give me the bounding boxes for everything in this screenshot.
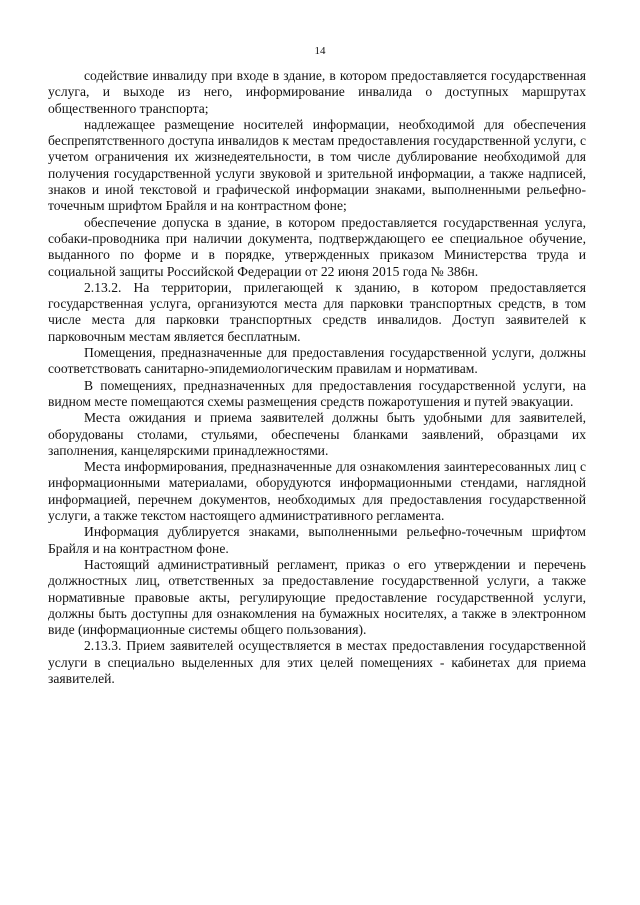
page-number: 14 <box>314 45 326 57</box>
paragraph: Места ожидания и приема заявителей должны быть удобными для заявителей, оборудованы столами, стульями, обеспечены бланками заявлений, образцами их заполнения, канцелярскими принадлежностями. <box>48 410 586 458</box>
paragraph: В помещениях, предназначенных для предоставления государственной услуги, на видном месте помещаются схемы размещения средств пожаротушения и путей эвакуации. <box>48 377 586 409</box>
paragraph: Места информирования, предназначенные для ознакомления заинтересованных лиц с информационными материалами, оборудуются информационными стендами, наглядной информацией, перечнем документов, необходимых для предоставления государственной услуги, а также текстом настоящего административного регламента. <box>48 459 586 524</box>
paragraph: 2.13.3. Прием заявителей осуществляется в местах предоставления государственной услуги в специально выделенных для этих целей помещениях - кабинетах для приема заявителей. <box>48 638 586 686</box>
paragraph: содействие инвалиду при входе в здание, в котором предоставляется государственная услуга, и выходе из него, информирование инвалида о доступных маршрутах общественного транспорта; <box>48 68 586 116</box>
paragraph: обеспечение допуска в здание, в котором предоставляется государственная услуга, собаки-проводника при наличии документа, подтверждающего ее специальное обучение, выданного по форме и в порядке, утвержденных приказом Министерства труда и социальной защиты Российской Федерации от 22 июня 2015 года № 386н. <box>48 214 586 279</box>
paragraph: Настоящий административный регламент, приказ о его утверждении и перечень должностных лиц, ответственных за предоставление государственной услуги, а также нормативные правовые акты, регулирующие предоставление государственной услуги, должны быть доступны для ознакомления на бумажных носителях, а также в электронном виде (информационные системы общего пользования). <box>48 556 586 638</box>
paragraph: 2.13.2. На территории, прилегающей к зданию, в котором предоставляется государственная услуга, организуются места для парковки транспортных средств, в том числе места для парковки транспортных средств инвалидов. Доступ заявителей к парковочным местам является бесплатным. <box>48 279 586 344</box>
paragraph: Помещения, предназначенные для предоставления государственной услуги, должны соответствовать санитарно-эпидемиологическим правилам и нормативам. <box>48 345 586 377</box>
document-body <box>48 68 586 687</box>
paragraph: Информация дублируется знаками, выполненными рельефно-точечным шрифтом Брайля и на контрастном фоне. <box>48 524 586 556</box>
paragraph: надлежащее размещение носителей информации, необходимой для обеспечения беспрепятственного доступа инвалидов к местам предоставления государственной услуги, с учетом ограничения их жизнедеятельности, в том числе дублирование необходимой для получения государственной услуги звуковой и зрительной информации, а также надписей, знаков и иной текстовой и графической информации знаками, выполненными рельефно-точечным шрифтом Брайля и на контрастном фоне; <box>48 116 586 214</box>
